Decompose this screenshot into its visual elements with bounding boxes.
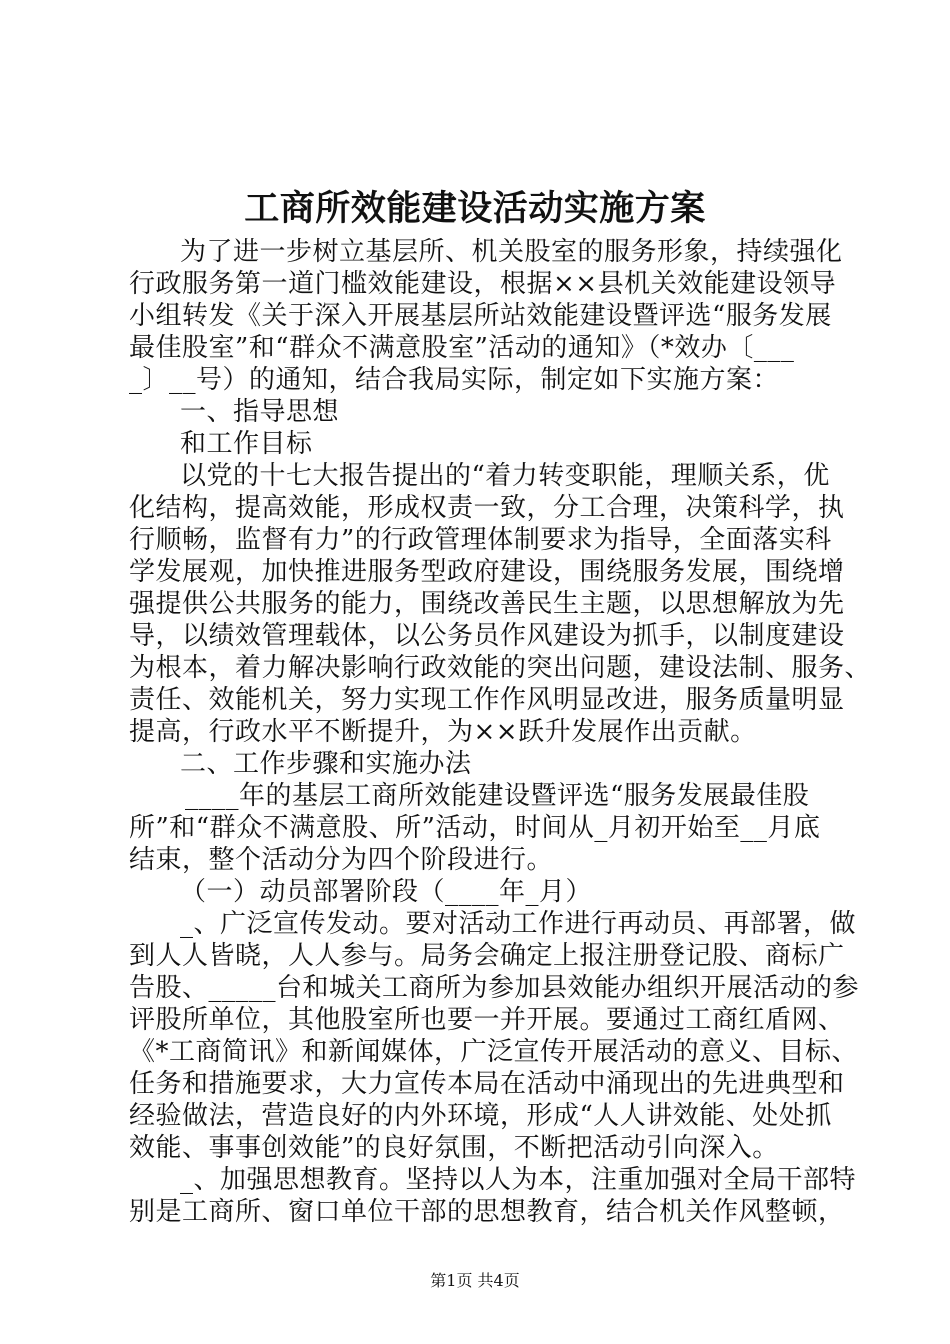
text-line: 评股所单位，其他股室所也要一并开展。要通过工商红盾网、 (129, 1005, 845, 1035)
text-line: 所”和“群众不满意股、所”活动，时间从_月初开始至__月底 (129, 813, 821, 843)
text-line: 行顺畅，监督有力”的行政管理体制要求为指导，全面落实科 (129, 525, 832, 555)
text-line: 告股、_____台和城关工商所为参加县效能办组织开展活动的参 (129, 973, 860, 1003)
text-line: 《*工商简讯》和新闻媒体，广泛宣传开展活动的意义、目标、 (129, 1037, 859, 1067)
section-heading: 二、工作步骤和实施办法 (180, 749, 472, 779)
text-line: 任务和措施要求，大力宣传本局在活动中涌现出的先进典型和 (129, 1069, 845, 1099)
text-line: 责任、效能机关，努力实现工作作风明显改进，服务质量明显 (129, 685, 845, 715)
text-line: 经验做法，营造良好的内外环境，形成“人人讲效能、处处抓 (129, 1101, 832, 1131)
text-line: 最佳股室”和“群众不满意股室”活动的通知》（*效办〔___ (129, 333, 795, 363)
document-title: 工商所效能建设活动实施方案 (244, 188, 706, 229)
text-line: 效能、事事创效能”的良好氛围，不断把活动引向深入。 (129, 1133, 779, 1163)
text-line: 行政服务第一道门槛效能建设，根据××县机关效能建设领导 (129, 269, 837, 299)
text-line: _、广泛宣传发动。要对活动工作进行再动员、再部署，做 (180, 909, 857, 939)
text-line: 提高，行政水平不断提升，为××跃升发展作出贡献。 (129, 717, 757, 747)
text-line: 别是工商所、窗口单位干部的思想教育，结合机关作风整顿， (129, 1197, 845, 1227)
text-line: 导，以绩效管理载体，以公务员作风建设为抓手，以制度建设 (129, 621, 845, 651)
text-line: 化结构，提高效能，形成权责一致，分工合理，决策科学，执 (129, 493, 845, 523)
text-line: 学发展观，加快推进服务型政府建设，围绕服务发展，围绕增 (129, 557, 845, 587)
text-line: 到人人皆晓，人人参与。局务会确定上报注册登记股、商标广 (129, 941, 845, 971)
page-footer: 第1页 共4页 (430, 1271, 520, 1290)
text-line: 强提供公共服务的能力，围绕改善民生主题，以思想解放为先 (129, 589, 845, 619)
section-heading: 一、指导思想 (180, 397, 340, 427)
text-line: 小组转发《关于深入开展基层所站效能建设暨评选“服务发展 (129, 301, 832, 331)
text-line: _、加强思想教育。坚持以人为本，注重加强对全局干部特 (180, 1165, 857, 1195)
text-line: _〕__号）的通知，结合我局实际，制定如下实施方案： (129, 365, 780, 395)
text-line: 以党的十七大报告提出的“着力转变职能，理顺关系，优 (180, 461, 830, 491)
text-line: 为了进一步树立基层所、机关股室的服务形象，持续强化 (180, 237, 843, 267)
text-line: 为根本，着力解决影响行政效能的突出问题，建设法制、服务、 (129, 653, 872, 683)
text-line: 结束，整个活动分为四个阶段进行。 (129, 845, 554, 875)
text-line: ____年的基层工商所效能建设暨评选“服务发展最佳股 (185, 781, 810, 811)
section-heading: 和工作目标 (180, 429, 313, 459)
subsection-heading: （一）动员部署阶段（____年_月） (180, 877, 593, 907)
